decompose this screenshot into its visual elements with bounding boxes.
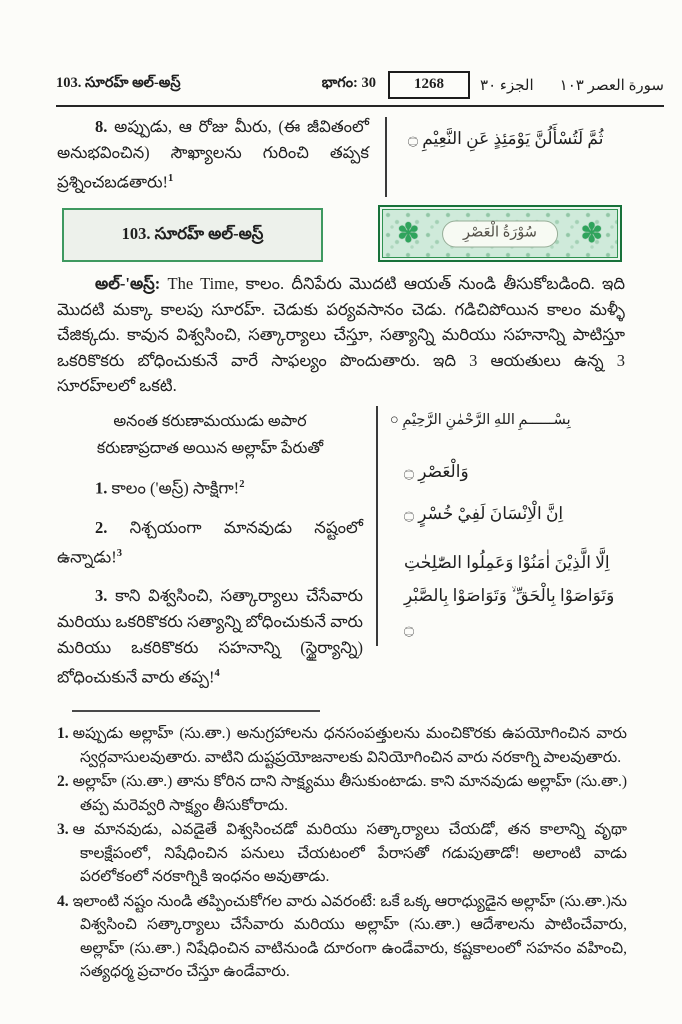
- footnote-3: [57, 818, 627, 889]
- header-part-label: భాగం: 30: [321, 75, 377, 91]
- verse8-number: 8.: [95, 117, 108, 136]
- header-juz-arabic: الجزء ٣٠: [480, 77, 534, 94]
- surah-intro-body: The Time, కాలం. దీనిపేరు మొదటి ఆయత్ నుండి తీసుకోబడింది. ఇది మొదటి మక్కా కాలపు సూరహ్. చెడుకు పర్యవసానం చెడు. గడిచిపోయిన కాలం మళ్ళీ చేజిక్కదు. కావున విశ్వసించి, సత్కార్యాలు చేస్తూ, సత్యాన్ని మరియు సహనాన్ని పాటిస్తూ ఒకరికొకరు బోధించుకునే వారే సాఫల్యం పొందుతారు. ఇది 3 ఆయతులు ఉన్న 3 సూరహ్‌లలో ఒకటి.: [57, 274, 626, 395]
- footnote-4-number: 4.: [57, 892, 69, 910]
- surah-title-cartouche: [442, 220, 558, 247]
- footnote-1-text: అప్పుడు అల్లాహ్ (సు.తా.) అనుగ్రహాలను ధనసంపత్తులను మంచికొరకు ఉపయోగించిన వారు స్వర్గవాసులవుతారు. వాటిని దుష్టప్రయోజనాలకు వినియోగించిన వారు నరకాగ్ని పాలవుతారు.: [72, 725, 627, 766]
- footnote-ref-3: 3: [116, 547, 123, 559]
- surah-title-box-telugu: [62, 208, 323, 262]
- verse1-text: కాలం ('అస్ర్) సాక్షిగా!: [111, 478, 240, 498]
- bismillah-telugu: అనంత కరుణామయుడు అపార కరుణాప్రదాత అయిన అల్లాహ్ పేరుతో: [96, 413, 324, 457]
- footnote-3-text: ఆ మానవుడు, ఎవడైతే విశ్వసించడో మరియు సత్కార్యాలు చేయడో, తన కాలాన్ని వృథా కాలక్షేపంలో, నిషేధించిన పనులు చేయటంలో పేరాసతో గడుపుతాడో! అలాంటి వాడు పరలోకంలో నరకాగ్నికి ఇంధనం అవుతాడు.: [72, 821, 627, 885]
- column-divider-middle: [376, 406, 378, 646]
- footnote-ref-1: 1: [168, 173, 174, 184]
- verse3-text: కాని విశ్వసించి, సత్కార్యాలు చేసేవారు మరియు ఒకరికొకరు సత్యాన్ని బోధించుకునే వారు మరియు ఒకరికొకరు సహనాన్ని (స్థైర్యాన్ని) బోధించుకునే వారు తప్ప!: [57, 586, 363, 687]
- footnote-3-number: 3.: [57, 821, 69, 838]
- verse1-arabic: وَالْعَصْرِ ۝: [404, 462, 469, 481]
- footnote-4-text: ఇలాంటి నష్టం నుండి తప్పించుకోగల వారు ఎవరంటే: ఒకే ఒక్క ఆరాధ్యుడైన అల్లాహ్ (సు.తా.)ను విశ్వసించి సత్కార్యాలు చేసేవారు మరియు అల్లాహ్ (సు.తా.) ఆదేశాలను పాటించేవారు, అల్లాహ్ (సు.తా.) నిషేధించిన వాటినుండి దూరంగా ఉండేవారు, కష్టకాలంలో సహనం వహించి, సత్యధర్మ ప్రచారం చేస్తూ ఉండేవారు.: [72, 892, 627, 980]
- verse8-telugu-column: [57, 114, 369, 196]
- header-surah-title-arabic: سورة العصر ١٠٣: [559, 77, 664, 94]
- verse2-telugu: [57, 515, 363, 571]
- footnote-2-number: 2.: [57, 773, 69, 790]
- verse2-arabic: اِنَّ الْاِنْسَانَ لَفِيْ خُسْرٍ ۝: [404, 504, 564, 523]
- footnote-2-text: అల్లాహ్ (సు.తా.) తాను కోరిన దాని సాక్ష్యము తీసుకుంటాడు. కాని మానవుడు అల్లాహ్ (సు.తా.) తప్ప మరెవ్వరి సాక్ష్యం తీసుకోరాదు.: [72, 773, 627, 814]
- ornament-star-icon: ✽: [397, 217, 420, 248]
- footnote-ref-4: 4: [214, 668, 220, 679]
- footnote-separator: [72, 710, 320, 712]
- verse2-text: నిశ్చయంగా మానవుడు నష్టంలో ఉన్నాడు!: [57, 517, 363, 566]
- telugu-verses-column: [57, 408, 363, 704]
- ornament-star-icon: ✽: [580, 217, 603, 248]
- footnote-2: [57, 770, 627, 817]
- verse2-number: 2.: [95, 517, 108, 537]
- verse3-arabic: اِلَّا الَّذِيْنَ اٰمَنُوْا وَعَمِلُوا الصّٰلِحٰتِ وَتَوَاصَوْا بِالْحَقِّ ۙ وَتَوَاصَوْا بِالصَّبْرِ ۝: [404, 553, 615, 638]
- verse8-arabic-column: [392, 124, 638, 154]
- verse1-number: 1.: [95, 478, 108, 498]
- footnote-1: [57, 722, 627, 769]
- verse8-arabic: ثُمَّ لَتُسْأَلُنَّ يَوْمَئِذٍ عَنِ النَّعِيْمِ ۝: [408, 129, 604, 148]
- surah-title-telugu: 103. సూరహ్ అల్-అస్ర్: [121, 223, 264, 243]
- verse1-telugu: [57, 472, 363, 502]
- column-divider-top: [385, 117, 387, 197]
- bismillah-arabic: بِسْــــــمِ اللهِ الرَّحْمٰنِ الرَّحِيْمِ ○: [390, 412, 571, 428]
- page-number-box: 1268: [388, 71, 470, 99]
- surah-intro-lead: అల్-'అస్ర్:: [95, 274, 161, 293]
- ornament-pattern: [382, 209, 618, 258]
- verse3-number: 3.: [95, 586, 108, 605]
- footnotes-section: [57, 722, 627, 985]
- verse3-telugu: [57, 583, 363, 691]
- footnote-4: [57, 890, 627, 984]
- arabic-verses-column: [390, 412, 622, 645]
- footnote-1-number: 1.: [57, 725, 69, 742]
- verse8-telugu: [57, 114, 369, 196]
- surah-intro: [57, 271, 625, 399]
- surah-intro-paragraph: [57, 271, 625, 399]
- surah-ornament-banner: [378, 205, 622, 262]
- header-surah-title-telugu: 103. సూరహ్ అల్-అస్ర్: [56, 75, 181, 91]
- footnote-ref-2: 2: [239, 479, 245, 490]
- verse8-text: అప్పుడు, ఆ రోజు మీరు, (ఈ జీవితంలో అనుభవించిన) సౌఖ్యాలను గురించి తప్పక ప్రశ్నించబడతారు!: [57, 117, 370, 192]
- surah-title-arabic: سُوْرَةُ الْعَصْرِ: [463, 224, 537, 240]
- header-rule: [56, 105, 664, 107]
- page-header: [56, 66, 664, 104]
